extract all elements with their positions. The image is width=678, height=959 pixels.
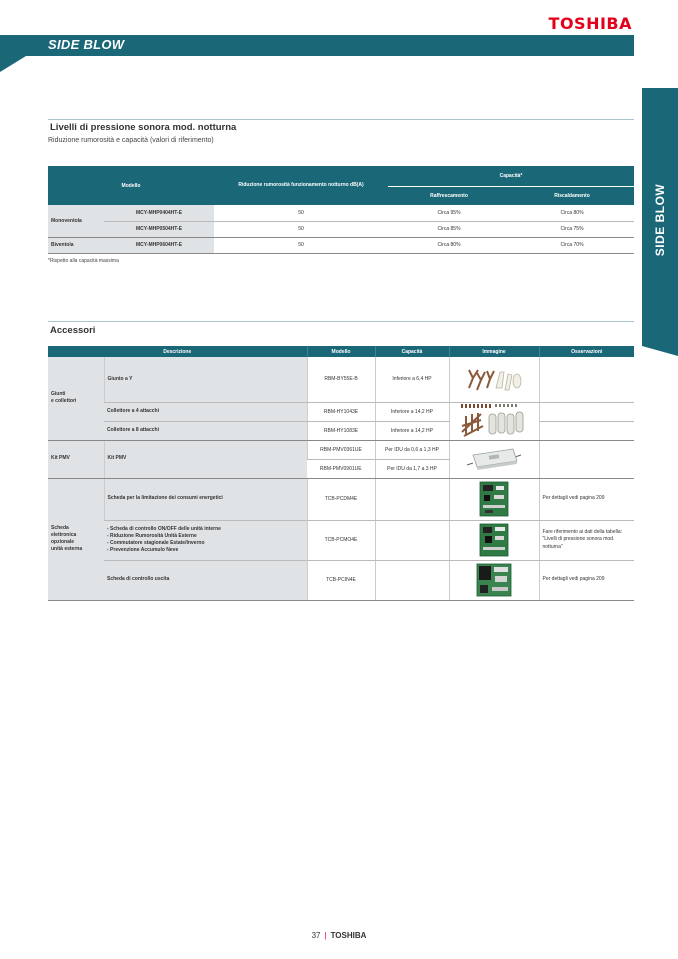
table-row: [48, 402, 634, 421]
notes-cell: [539, 402, 634, 421]
table-row: [48, 237, 634, 253]
notes-cell: [539, 357, 634, 402]
pcb-board-image: [479, 481, 509, 517]
capacity-cell: Inferiore a 14,2 HP: [375, 402, 449, 421]
th-capacity: Capacità: [375, 346, 449, 357]
description-cell: - Scheda di controllo ON/OFF delle unità interne - Riduzione Rumorosità Unità Esterne - Commutatore stagionale Estate/Inverno - Prevenzione Accumulo Neve: [104, 520, 307, 560]
pcb-board-image: [479, 523, 509, 557]
capacity-cell: [375, 560, 449, 600]
model-cell: MCY-MHP0604HT-E: [104, 237, 214, 253]
image-cell: [449, 520, 539, 560]
footer-brand: TOSHIBA: [330, 931, 367, 940]
table-row: [48, 440, 634, 459]
image-cell: [449, 357, 539, 402]
section1-rule: [48, 119, 634, 120]
notes-cell: Fare riferimento ai dati della tabella: "Livelli di pressione sonora mod. notturna": [539, 520, 634, 560]
model-cell: TCB-PCDM4E: [307, 478, 375, 520]
table-row: [48, 560, 634, 600]
image-cell: [449, 478, 539, 520]
capacity-cell: Per IDU da 0,6 a 1,3 HP: [375, 440, 449, 459]
capacity-cell: Inferiore a 6,4 HP: [375, 357, 449, 402]
th-model: Modello: [48, 166, 214, 205]
heating-cell: Circa 75%: [510, 221, 634, 237]
pmv-kit-box-image: [465, 445, 523, 473]
table-row: [48, 205, 634, 221]
model-cell: TCB-PCIN4E: [307, 560, 375, 600]
description-cell: Collettore a 8 attacchi: [104, 421, 307, 440]
side-tab-label: SIDE BLOW: [653, 183, 667, 257]
capacity-cell: [375, 478, 449, 520]
model-cell: RBM-HY1043E: [307, 402, 375, 421]
table-row: [48, 520, 634, 560]
description-cell: Giunto a Y: [104, 357, 307, 402]
model-cell: MCY-MHP0404HT-E: [104, 205, 214, 221]
section2-rule: [48, 321, 634, 322]
model-cell: RBM-PMV0901UE: [307, 459, 375, 478]
model-cell: MCY-MHP0504HT-E: [104, 221, 214, 237]
pcb-board-relay-image: [476, 563, 512, 597]
header-parts-image: [459, 404, 529, 438]
cooling-cell: Circa 85%: [388, 221, 510, 237]
capacity-cell: Per IDU da 1,7 a 3 HP: [375, 459, 449, 478]
th-model: Modello: [307, 346, 375, 357]
model-cell: RBM-BY55E-B: [307, 357, 375, 402]
heating-cell: Circa 70%: [510, 237, 634, 253]
th-image: Immagine: [449, 346, 539, 357]
group-label: Giunti e collettori: [48, 357, 104, 440]
image-cell: [449, 440, 539, 478]
page-title: SIDE BLOW: [48, 37, 125, 52]
header-band-notch: [0, 56, 26, 72]
th-description: Descrizione: [48, 346, 307, 357]
cooling-cell: Circa 95%: [388, 205, 510, 221]
description-cell: Scheda per la limitazione dei consumi energetici: [104, 478, 307, 520]
notes-cell: [539, 440, 634, 478]
th-cooling: Raffrescamento: [388, 186, 510, 205]
model-cell: TCB-PCMO4E: [307, 520, 375, 560]
noise-cell: 50: [214, 221, 388, 237]
section1-title: Livelli di pressione sonora mod. notturna: [50, 122, 237, 133]
notes-cell: Per dettagli vedi pagina 209: [539, 560, 634, 600]
section2-title: Accessori: [50, 325, 96, 336]
footer-separator: |: [324, 931, 327, 940]
group-label: Kit PMV: [48, 440, 104, 478]
side-tab-notch: [642, 346, 678, 356]
group-label: Biventola: [48, 237, 104, 253]
y-joint-parts-image: [463, 364, 525, 394]
table-row: [48, 357, 634, 402]
accessories-table: [48, 346, 634, 601]
description-cell: Scheda di controllo uscita: [104, 560, 307, 600]
section1-subtitle: Riduzione rumorosità e capacità (valori di riferimento): [48, 137, 214, 144]
capacity-cell: Inferiore a 14,2 HP: [375, 421, 449, 440]
noise-cell: 50: [214, 205, 388, 221]
model-cell: RBM-PMV0361UE: [307, 440, 375, 459]
th-notes: Osservazioni: [539, 346, 634, 357]
noise-table: [48, 166, 634, 254]
cooling-cell: Circa 80%: [388, 237, 510, 253]
th-noise: Riduzione rumorosità funzionamento notturno dB(A): [214, 166, 388, 205]
table-row: [48, 478, 634, 520]
table-row: [48, 221, 634, 237]
table-row: [48, 421, 634, 440]
description-cell: Collettore a 4 attacchi: [104, 402, 307, 421]
noise-cell: 50: [214, 237, 388, 253]
page-number: 37: [311, 931, 321, 940]
image-cell: [449, 560, 539, 600]
footnote: *Rispetto alla capacità massima: [48, 258, 119, 264]
group-label: Scheda elettronica opzionale unità esterna: [48, 478, 104, 600]
capacity-cell: [375, 520, 449, 560]
description-cell: Kit PMV: [104, 440, 307, 478]
image-cell: [449, 402, 539, 440]
notes-cell: Per dettagli vedi pagina 209: [539, 478, 634, 520]
model-cell: RBM-HY1083E: [307, 421, 375, 440]
th-capacity: Capacità*: [388, 166, 634, 186]
toshiba-logo: TOSHIBA: [548, 14, 632, 33]
notes-cell: [539, 421, 634, 440]
group-label: Monoventola: [48, 205, 104, 237]
page-footer: [0, 931, 678, 940]
heating-cell: Circa 80%: [510, 205, 634, 221]
th-heating: Riscaldamento: [510, 186, 634, 205]
